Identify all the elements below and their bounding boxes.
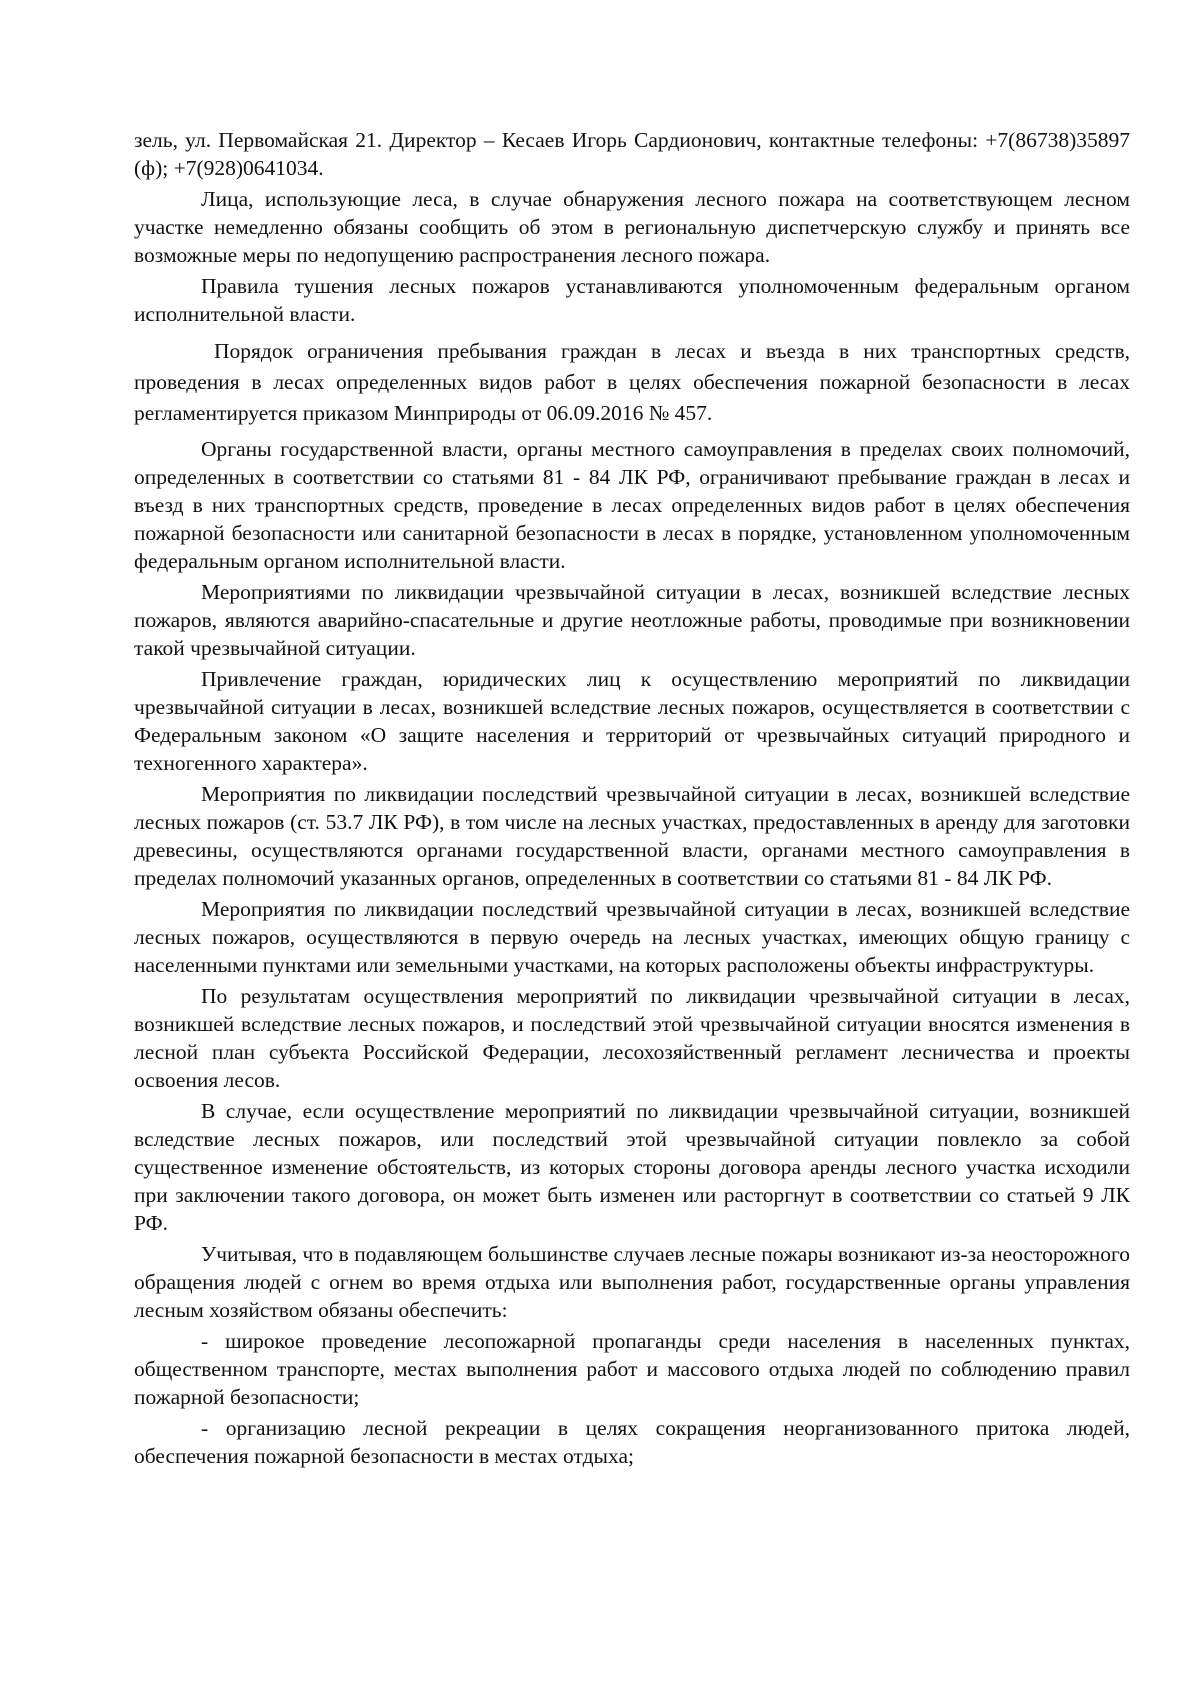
paragraph-access-restriction-order: Порядок ограничения пребывания граждан в лесах и въезда в них транспортных средств, проведения в лесах определенных видов работ в целях обеспечения пожарной безопасности в лесах регламентируется приказом Минприроды от 06.09.2016 № 457. (134, 339, 1130, 425)
document-body (134, 126, 1130, 1473)
paragraph-consequences-liquidation: Мероприятия по ликвидации последствий чрезвычайной ситуации в лесах, возникшей вследствие лесных пожаров (ст. 53.7 ЛК РФ), в том числе на лесных участках, предоставленных в аренду для заготовки древесины, осуществляются органами государственной власти, органами местного самоуправления в пределах полномочий указанных органов, определенных в соответствии со статьями 81 - 84 ЛК РФ. (134, 782, 1130, 890)
paragraph-fire-reporting: Лица, использующие леса, в случае обнаружения лесного пожара на соответствующем лесном участке немедленно обязаны сообщить об этом в региональную диспетчерскую службу и принять все возможные меры по недопущению распространения лесного пожара. (134, 187, 1130, 267)
paragraph-lease-contract-changes: В случае, если осуществление мероприятий по ликвидации чрезвычайной ситуации, возникшей вследствие лесных пожаров, или последствий этой чрезвычайной ситуации повлекло за собой существенное изменение обстоятельств, из которых стороны договора аренды лесного участка исходили при заключении такого договора, он может быть изменен или расторгнут в соответствии со статьей 9 ЛК РФ. (134, 1099, 1130, 1235)
paragraph-forest-plan-changes: По результатам осуществления мероприятий по ликвидации чрезвычайной ситуации в лесах, возникшей вследствие лесных пожаров, и последствий этой чрезвычайной ситуации вносятся изменения в лесной план субъекта Российской Федерации, лесохозяйственный регламент лесничества и проекты освоения лесов. (134, 984, 1130, 1092)
list-item-forest-recreation: - организацию лесной рекреации в целях сокращения неорганизованного притока людей, обеспечения пожарной безопасности в местах отдыха; (134, 1416, 1130, 1468)
paragraph-emergency-measures: Мероприятиями по ликвидации чрезвычайной ситуации в лесах, возникшей вследствие лесных пожаров, являются аварийно-спасательные и другие неотложные работы, проводимые при возникновении такой чрезвычайной ситуации. (134, 580, 1130, 660)
paragraph-involvement-of-citizens: Привлечение граждан, юридических лиц к осуществлению мероприятий по ликвидации чрезвычайной ситуации в лесах, возникшей вследствие лесных пожаров, осуществляется в соответствии с Федеральным законом «О защите населения и территорий от чрезвычайных ситуаций природного и техногенного характера». (134, 667, 1130, 775)
list-item-fire-propaganda: - широкое проведение лесопожарной пропаганды среди населения в населенных пунктах, общественном транспорте, местах выполнения работ и массового отдыха людей по соблюдению правил пожарной безопасности; (134, 1329, 1130, 1409)
paragraph-contacts: зель, ул. Первомайская 21. Директор – Кесаев Игорь Сардионович, контактные телефоны: +7(86738)35897 (ф); +7(928)0641034. (134, 128, 1130, 180)
paragraph-extinguishing-rules: Правила тушения лесных пожаров устанавливаются уполномоченным федеральным органом исполнительной власти. (134, 274, 1130, 326)
paragraph-authorities-restrictions: Органы государственной власти, органы местного самоуправления в пределах своих полномочий, определенных в соответствии со статьями 81 - 84 ЛК РФ, ограничивают пребывание граждан в лесах и въезд в них транспортных средств, проведение в лесах определенных видов работ в целях обеспечения пожарной безопасности или санитарной безопасности в лесах в порядке, установленном уполномоченным федеральным органом исполнительной власти. (134, 437, 1130, 573)
paragraph-state-obligations: Учитывая, что в подавляющем большинстве случаев лесные пожары возникают из-за неосторожного обращения людей с огнем во время отдыха или выполнения работ, государственные органы управления лесным хозяйством обязаны обеспечить: (134, 1242, 1130, 1322)
paragraph-priority-areas: Мероприятия по ликвидации последствий чрезвычайной ситуации в лесах, возникшей вследствие лесных пожаров, осуществляются в первую очередь на лесных участках, имеющих общую границу с населенными пунктами или земельными участками, на которых расположены объекты инфраструктуры. (134, 897, 1130, 977)
